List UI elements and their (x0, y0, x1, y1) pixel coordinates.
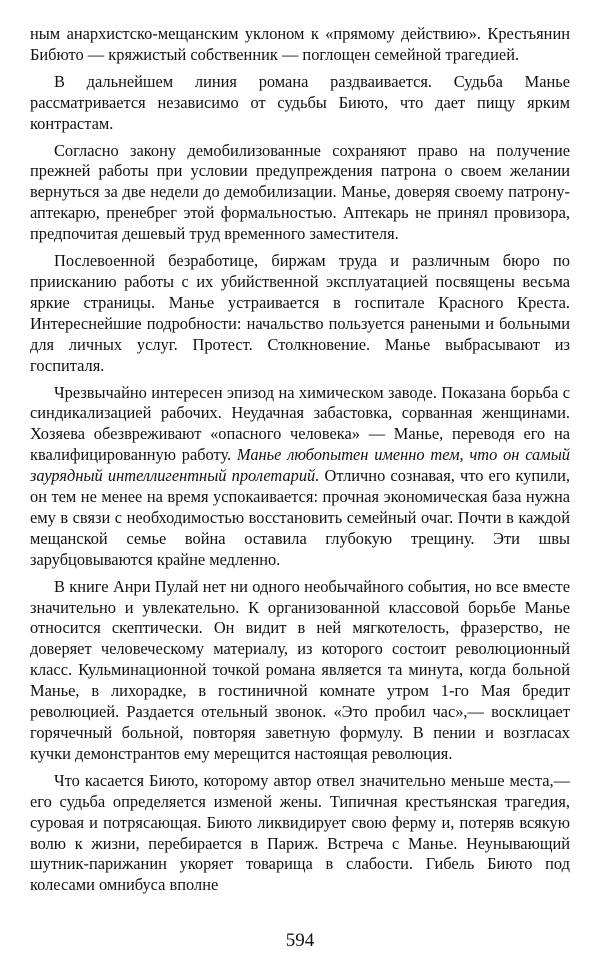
paragraph-5-italic-quote: Манье любопытен именно тем, что он самый заурядный интеллигентный пролетарий. (30, 445, 570, 486)
paragraph-6: В книге Анри Пулай нет ни одного необычайного события, но все вместе значительно и увлекательно. К организованной классовой борьбе Манье относится скептически. Он видит в ней мягкотелость, фразерство, не доверяет человеческому материалу, из которого состоит революционный класс. Кульминационной точкой романа является та минута, когда больной Манье, в лихорадке, в гостиничной комнате утром 1-го Мая бредит революцией. Раздается отельный звонок. «Это пробил час»,— восклицает горячечный больной, повторяя заветную формулу. В пении и возгласах кучки демонстрантов ему мерещится настоящая революция. (30, 576, 570, 763)
page-body (30, 24, 570, 902)
paragraph-2: В дальнейшем линия романа раздваивается. Судьба Манье рассматривается независимо от судьбы Биюто, что дает пищу ярким контрастам. (30, 71, 570, 133)
paragraph-1: ным анархистско-мещанским уклоном к «прямому действию». Крестьянин Бибюто — кряжистый собственник — поглощен семейной трагедией. (30, 24, 570, 64)
paragraph-4: Послевоенной безработице, биржам труда и различным бюро по приисканию работы с их убийственной эксплуатацией посвящены весьма яркие страницы. Манье устраивается в госпитале Красного Креста. Интереснейшие подробности: начальство пользуется ранеными и больными для личных услуг. Протест. Столкновение. Манье выбрасывают из госпиталя. (30, 251, 570, 375)
paragraph-3: Согласно закону демобилизованные сохраняют право на получение прежней работы при условии предупреждения патрона о своем желании вернуться за две недели до демобилизации. Манье, доверяя своему патрону-аптекарю, пренебрег этой формальностью. Аптекарь не принял провизора, предпочитая дешевый труд временного заместителя. (30, 140, 570, 244)
paragraph-7: Что касается Биюто, которому автор отвел значительно меньше места,— его судьба определяется изменой жены. Типичная крестьянская трагедия, суровая и потрясающая. Биюто ликвидирует свою ферму и, потеряв всякую волю к жизни, перебирается в Париж. Встреча с Манье. Неунывающий шутник-парижанин укоряет товарища в слабости. Гибель Биюто под колесами омнибуса вполне (30, 770, 570, 895)
paragraph-5-text-before: Чрезвычайно интересен эпизод на химическом заводе. Показана борьба с синдикализацией рабочих. Неудачная забастовка, сорванная женщинами. Хозяева обезвреживают «опасного человека» — Манье, переводя его на квалифицированную работу. (30, 382, 570, 465)
paragraph-5-text-after: Отлично сознавая, что его купили, он тем не менее на время успокаивается: прочная экономическая база нужна ему в связи с необходимостью восстановить семейный очаг. Почти в каждой мещанской семье война оставила глубокую трещину. Эти швы зарубцовываются крайне медленно. (30, 466, 570, 569)
page-number: 594 (285, 930, 315, 951)
paragraph-5 (30, 383, 570, 571)
